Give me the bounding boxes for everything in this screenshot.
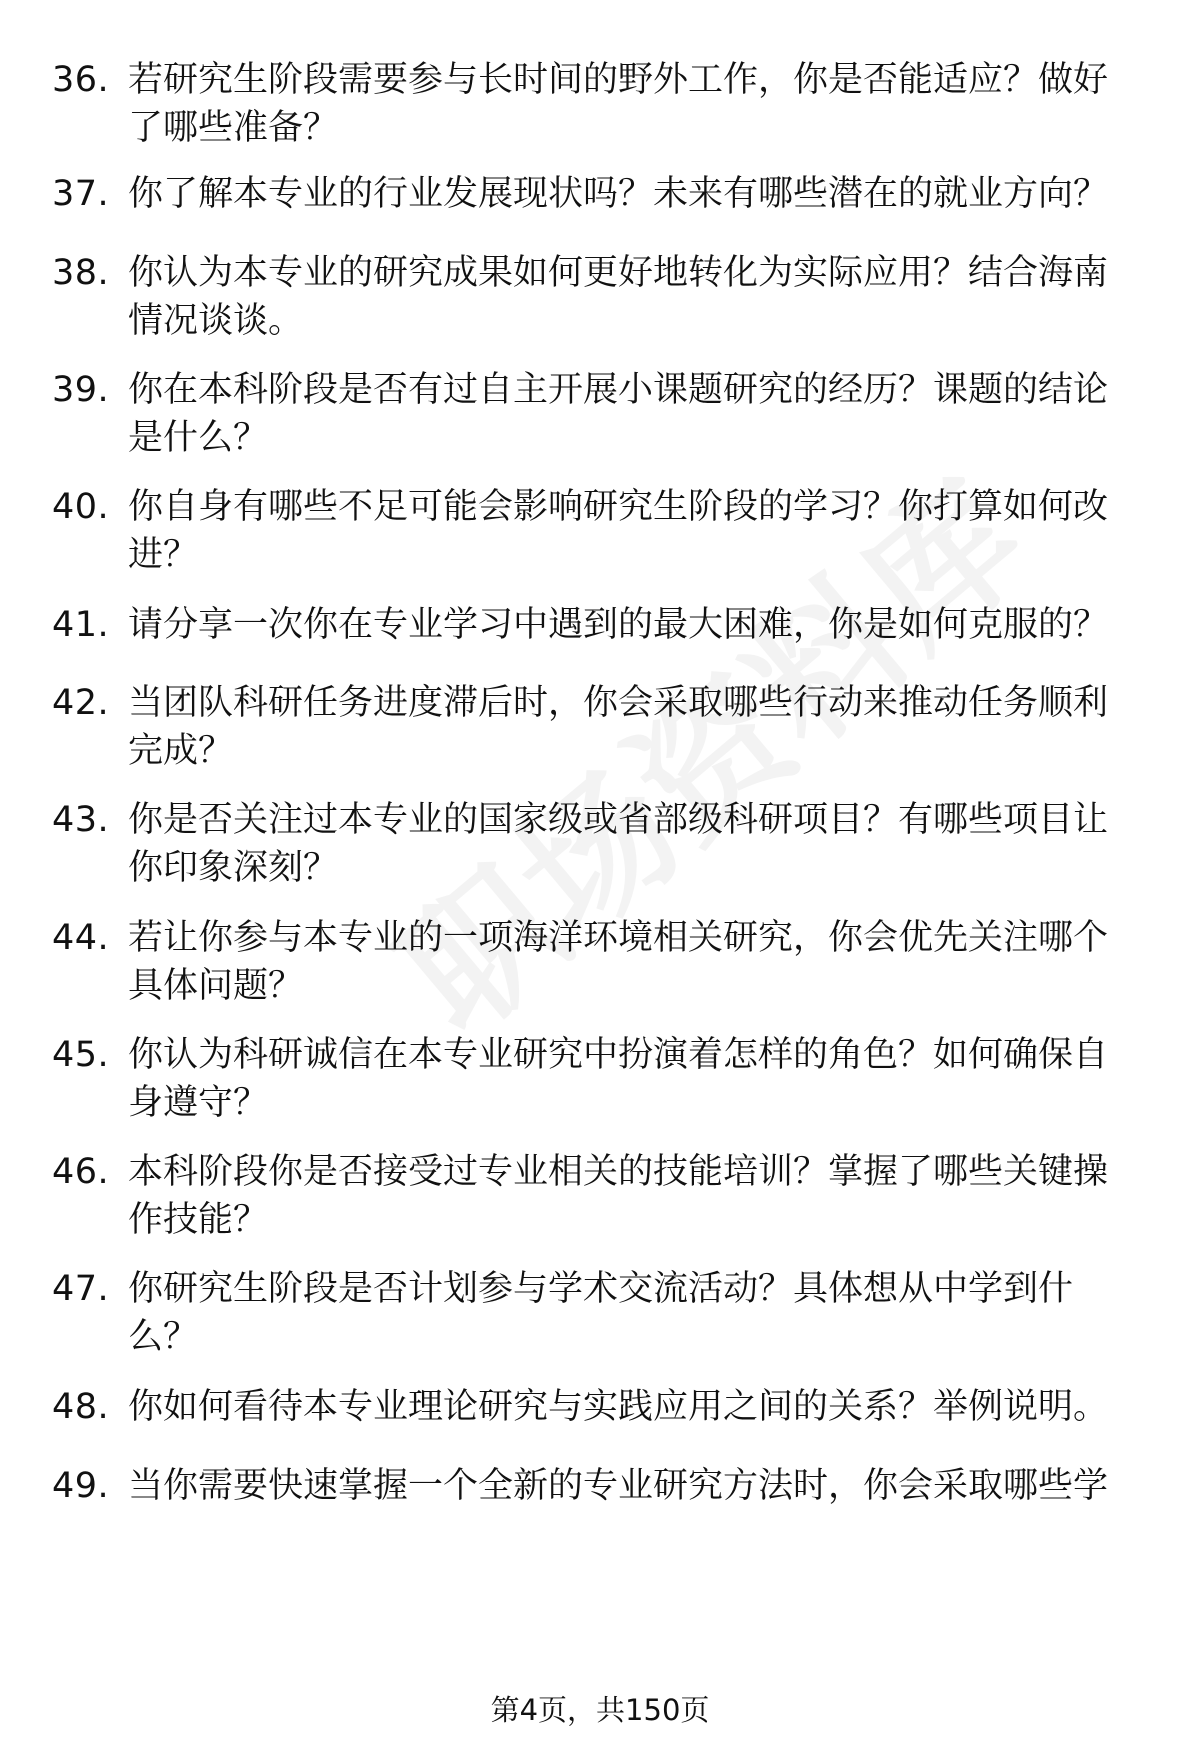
question-text: 你认为科研诚信在本专业研究中扮演着怎样的角色？如何确保自身遵守？ <box>128 1035 1109 1123</box>
question-number: 38. <box>52 253 110 293</box>
question-number: 43. <box>52 800 110 840</box>
question-text: 你在本科阶段是否有过自主开展小课题研究的经历？课题的结论是什么？ <box>128 370 1109 458</box>
question-number: 36. <box>52 60 110 100</box>
question-text: 你自身有哪些不足可能会影响研究生阶段的学习？你打算如何改进？ <box>128 487 1109 575</box>
question-text: 你了解本专业的行业发展现状吗？未来有哪些潜在的就业方向？ <box>128 174 1109 214</box>
question-text: 你如何看待本专业理论研究与实践应用之间的关系？举例说明。 <box>128 1387 1109 1427</box>
question-number: 47. <box>52 1269 110 1309</box>
question-number: 45. <box>52 1035 110 1075</box>
question-number: 48. <box>52 1387 110 1427</box>
question-text: 你认为本专业的研究成果如何更好地转化为实际应用？结合海南情况谈谈。 <box>128 253 1109 341</box>
question-item <box>52 601 1152 649</box>
question-item <box>52 679 1152 775</box>
question-item <box>52 1148 1152 1244</box>
question-number: 39. <box>52 370 110 410</box>
page-number-footer: 第4页，共150页 <box>490 1693 710 1727</box>
question-number: 46. <box>52 1152 110 1192</box>
question-number: 41. <box>52 605 110 645</box>
question-text: 你研究生阶段是否计划参与学术交流活动？具体想从中学到什么？ <box>128 1269 1074 1357</box>
question-item <box>52 366 1152 462</box>
question-number: 40. <box>52 487 110 527</box>
question-text: 若研究生阶段需要参与长时间的野外工作，你是否能适应？做好了哪些准备？ <box>128 60 1109 148</box>
question-item <box>52 249 1152 345</box>
question-text: 若让你参与本专业的一项海洋环境相关研究，你会优先关注哪个具体问题？ <box>128 918 1109 1006</box>
question-item <box>52 483 1152 579</box>
question-text: 本科阶段你是否接受过专业相关的技能培训？掌握了哪些关键操作技能？ <box>128 1152 1109 1240</box>
question-item <box>52 1031 1152 1127</box>
question-text: 你是否关注过本专业的国家级或省部级科研项目？有哪些项目让你印象深刻？ <box>128 800 1109 888</box>
question-item <box>52 170 1152 218</box>
question-item <box>52 1462 1152 1510</box>
question-number: 42. <box>52 683 110 723</box>
question-text: 当你需要快速掌握一个全新的专业研究方法时，你会采取哪些学 <box>128 1466 1109 1506</box>
question-number: 44. <box>52 918 110 958</box>
question-number: 37. <box>52 174 110 214</box>
question-item <box>52 796 1152 892</box>
question-item <box>52 1265 1152 1361</box>
question-text: 当团队科研任务进度滞后时，你会采取哪些行动来推动任务顺利完成？ <box>128 683 1109 771</box>
question-text: 请分享一次你在专业学习中遇到的最大困难，你是如何克服的？ <box>128 605 1109 645</box>
question-item <box>52 914 1152 1010</box>
question-number: 49. <box>52 1466 110 1506</box>
question-item <box>52 1383 1152 1431</box>
question-item <box>52 56 1152 152</box>
